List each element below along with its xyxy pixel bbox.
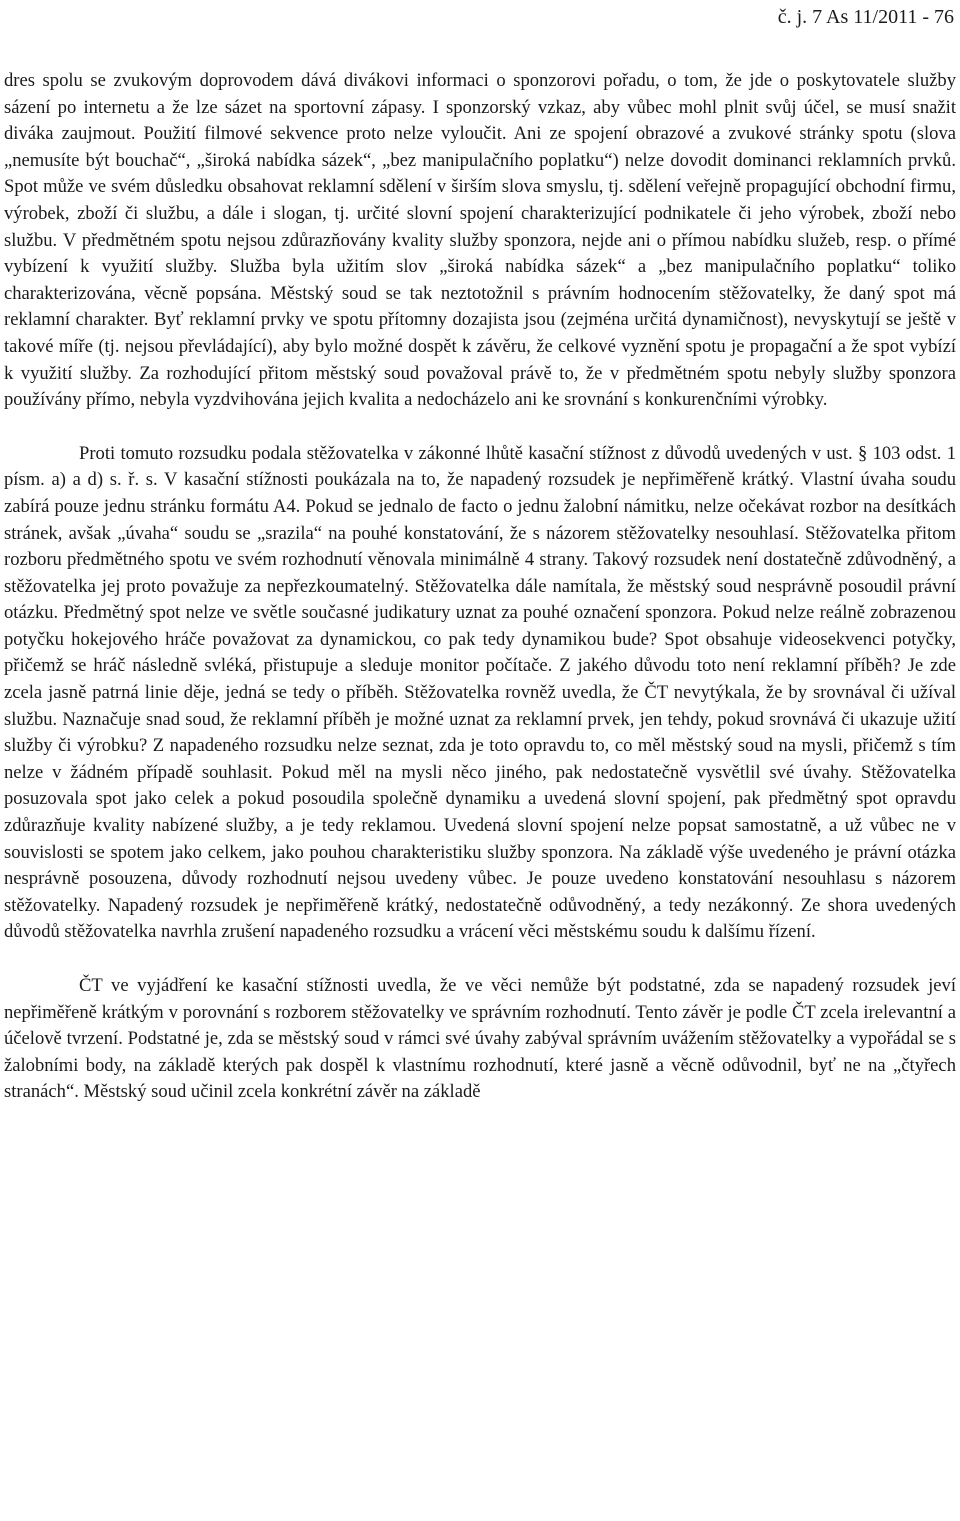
document-body bbox=[4, 68, 956, 1106]
paragraph-continued: dres spolu se zvukovým doprovodem dává divákovi informaci o sponzorovi pořadu, o tom, že jde o poskytovatele služby sázení po internetu a že lze sázet na sportovní zápasy. I sponzorský vzkaz, aby vůbec mohl plnit svůj účel, se musí snažit diváka zaujmout. Použití filmové sekvence proto nelze vyloučit. Ani ze spojení obrazové a zvukové stránky spotu (slova „nemusíte být bouchač“, „široká nabídka sázek“, „bez manipulačního poplatku“) nelze dovodit dominanci reklamních prvků. Spot může ve svém důsledku obsahovat reklamní sdělení v širším slova smyslu, tj. sdělení veřejně propagující obchodní firmu, výrobek, zboží či službu, a dále i slogan, tj. určité slovní spojení charakterizující podnikatele či jeho výrobek, zboží nebo službu. V předmětném spotu nejsou zdůrazňovány kvality služby sponzora, nejde ani o přímou nabídku služeb, resp. o přímé vybízení k využití služby. Služba byla užitím slov „široká nabídka sázek“ a „bez manipulačního poplatku“ toliko charakterizována, věcně popsána. Městský soud se tak neztotožnil s právním hodnocením stěžovatelky, že daný spot má reklamní charakter. Byť reklamní prvky ve spotu přítomny dozajista jsou (zejména určitá dynamičnost), nevyskytují se ještě v takové míře (tj. nejsou převládající), aby bylo možné dospět k závěru, že celkové vyznění spotu je propagační a že spot vybízí k využití služby. Za rozhodující přitom městský soud považoval právě to, že v předmětném spotu nebyly služby sponzora používány přímo, nebyla vyzdvihována jejich kvalita a nedocházelo ani ke srovnání s konkurenčními výrobky. bbox=[4, 70, 956, 411]
paragraph-ct-statement: ČT ve vyjádření ke kasační stížnosti uvedla, že ve věci nemůže být podstatné, zda se napadený rozsudek jeví nepřiměřeně krátkým v porovnání s rozborem stěžovatelky ve správním rozhodnutí. Tento závěr je podle ČT zcela irelevantní a účelově tvrzení. Podstatné je, zda se městský soud v rámci své úvahy zabýval správním uvážením stěžovatelky a vypořádal se s žalobními body, na základě kterých pak dospěl k vlastnímu rozhodnutí, které jasně a věcně odůvodnil, byť ne na „čtyřech stranách“. Městský soud učinil zcela konkrétní závěr na základě bbox=[4, 975, 956, 1103]
paragraph-spacer bbox=[4, 946, 956, 973]
case-number-header: č. j. 7 As 11/2011 - 76 bbox=[777, 6, 954, 28]
paragraph-spacer bbox=[4, 414, 956, 441]
paragraph-cassation-complaint: Proti tomuto rozsudku podala stěžovatelka v zákonné lhůtě kasační stížnost z důvodů uvedených v ust. § 103 odst. 1 písm. a) a d) s. ř. s. V kasační stížnosti poukázala na to, že napadený rozsudek je nepřiměřeně krátký. Vlastní úvaha soudu zabírá pouze jednu stránku formátu A4. Pokud se jednalo de facto o jednu žalobní námitku, nelze očekávat rozbor na desítkách stránek, avšak „úvaha“ soudu se „srazila“ na pouhé konstatování, že s názorem stěžovatelky nesouhlasí. Stěžovatelka přitom rozboru předmětného spotu ve svém rozhodnutí věnovala minimálně 4 strany. Takový rozsudek není dostatečně zdůvodněný, a stěžovatelka jej proto považuje za nepřezkoumatelný. Stěžovatelka dále namítala, že městský soud nesprávně posoudil právní otázku. Předmětný spot nelze ve světle současné judikatury uznat za pouhé označení sponzora. Pokud nelze reálně zobrazenou potyčku hokejového hráče považovat za dynamickou, co pak tedy dynamikou bude? Spot obsahuje videosekvenci potyčky, přičemž se hráč následně svléká, přistupuje a sleduje monitor počítače. Z jakého důvodu toto není reklamní příběh? Je zde zcela jasně patrná linie děje, jedná se tedy o příběh. Stěžovatelka rovněž uvedla, že ČT nevytýkala, že by srovnával či užíval službu. Naznačuje snad soud, že reklamní příběh je možné uznat za reklamní prvek, jen tehdy, pokud srovnává či ukazuje užití služby či výrobku? Z napadeného rozsudku nelze seznat, zda je toto opravdu to, co měl městský soud na mysli, přičemž s tím nelze v žádném případě souhlasit. Pokud měl na mysli něco jiného, pak nedostatečně vysvětlil své úvahy. Stěžovatelka posuzovala spot jako celek a pokud posoudila společně dynamiku a uvedená slovní spojení, pak předmětný spot opravdu zdůrazňuje kvality nabízené služby, a je tedy reklamou. Uvedená slovní spojení nelze popsat samostatně, a už vůbec ne v souvislosti se spotem jako celkem, jako pouhou charakteristiku služby sponzora. Na základě výše uvedeného je právní otázka nesprávně posouzena, důvody rozhodnutí nejsou uvedeny vůbec. Je pouze uvedeno konstatování nesouhlasu s názorem stěžovatelky. Napadený rozsudek je nepřiměřeně krátký, nedostatečně odůvodněný, a tedy nezákonný. Ze shora uvedených důvodů stěžovatelka navrhla zrušení napadeného rozsudku a vrácení věci městskému soudu k dalšímu řízení. bbox=[4, 442, 956, 943]
